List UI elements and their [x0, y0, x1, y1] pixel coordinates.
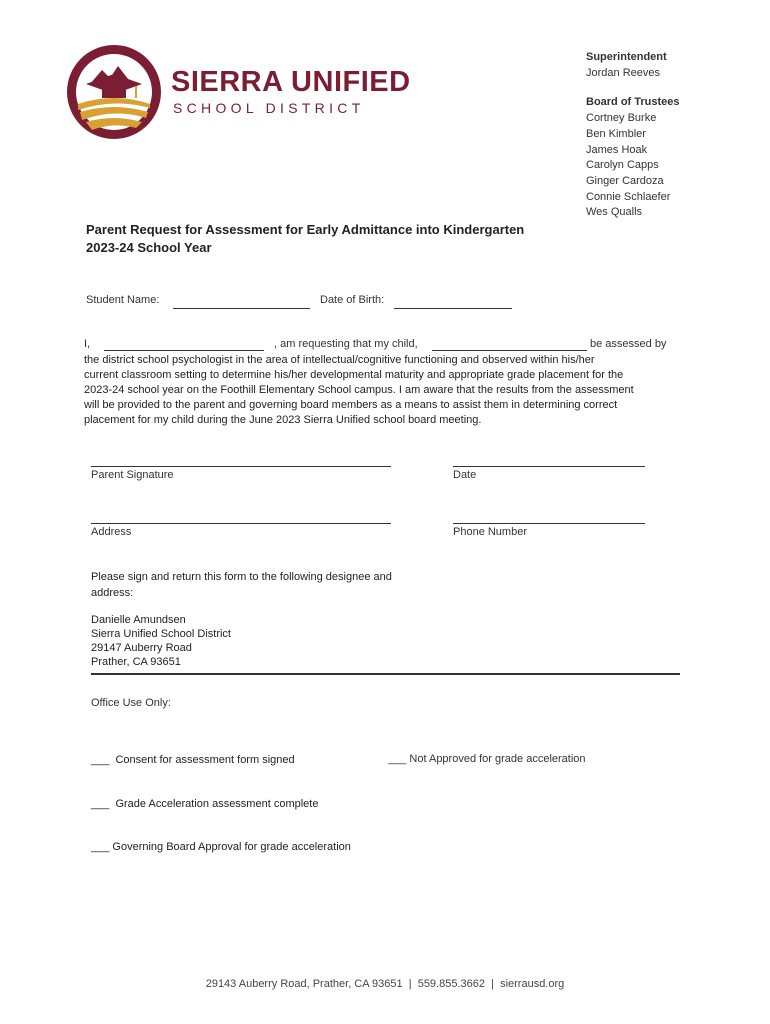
paragraph-line: will be provided to the parent and governing board members as a means to assist them in determining correct: [84, 399, 618, 411]
designee-line: Sierra Unified School District: [91, 628, 231, 640]
para-requesting: , am requesting that my child,: [274, 338, 418, 350]
dob-field[interactable]: [394, 308, 512, 309]
district-logo-emblem: [66, 44, 162, 140]
section-divider: [91, 673, 680, 675]
return-instructions: [91, 569, 392, 601]
paragraph-line: placement for my child during the June 2023 Sierra Unified school board meeting.: [84, 414, 482, 426]
paragraph-line: the district school psychologist in the area of intellectual/cognitive functioning and observed within his/her: [84, 354, 595, 366]
dob-label: Date of Birth:: [320, 294, 385, 306]
trustee-name: Ginger Cardoza: [586, 174, 664, 187]
trustee-name: Carolyn Capps: [586, 159, 659, 172]
district-name: SIERRA UNIFIED: [171, 66, 411, 98]
office-use-heading: Office Use Only:: [91, 697, 171, 709]
para-i: I,: [84, 338, 91, 350]
superintendent-name: Jordan Reeves: [586, 66, 660, 79]
date-field[interactable]: [453, 466, 645, 467]
para-assessed: be assessed by: [590, 338, 667, 350]
office-item: ___ Consent for assessment form signed: [91, 754, 295, 766]
trustee-name: James Hoak: [586, 143, 648, 156]
trustee-name: Cortney Burke: [586, 112, 657, 125]
superintendent-heading: Superintendent: [586, 51, 667, 63]
district-subtitle: SCHOOL DISTRICT: [173, 100, 365, 116]
address-label: Address: [91, 526, 132, 538]
board-panel: [586, 50, 756, 221]
return-line: Please sign and return this form to the following designee and: [91, 571, 392, 583]
child-name-field[interactable]: [432, 350, 587, 351]
student-name-label: Student Name:: [86, 294, 160, 306]
designee-line: 29147 Auberry Road: [91, 642, 192, 654]
trustee-name: Connie Schlaefer: [586, 190, 671, 203]
date-label: Date: [453, 469, 477, 481]
designee-line: Danielle Amundsen: [91, 614, 186, 626]
designee-line: Prather, CA 93651: [91, 656, 181, 668]
footer-contact: 29143 Auberry Road, Prather, CA 93651 | 559.855.3662 | sierrausd.org: [205, 978, 565, 990]
office-not-approved: ___ Not Approved for grade acceleration: [388, 753, 586, 765]
form-title-line1: Parent Request for Assessment for Early Admittance into Kindergarten: [86, 222, 525, 237]
trustees-heading: Board of Trustees: [586, 96, 680, 109]
address-field[interactable]: [91, 523, 391, 524]
parent-signature-label: Parent Signature: [91, 469, 174, 481]
student-name-field[interactable]: [173, 308, 310, 309]
form-title: [86, 221, 524, 257]
return-line: address:: [91, 587, 134, 599]
paragraph-line: current classroom setting to determine his/her developmental maturity and appropriate grade placement for the: [84, 369, 624, 381]
paragraph-line: 2023-24 school year on the Foothill Elementary School campus. I am aware that the results from the assessment: [84, 384, 634, 396]
parent-name-field[interactable]: [104, 350, 264, 351]
designee-address: [91, 613, 231, 669]
office-item: ___ Grade Acceleration assessment complete: [91, 797, 319, 810]
form-title-line2: 2023-24 School Year: [86, 240, 212, 255]
parent-signature-field[interactable]: [91, 466, 391, 467]
phone-field[interactable]: [453, 523, 645, 524]
request-paragraph: [84, 353, 684, 428]
trustee-name: Wes Qualls: [586, 206, 643, 219]
office-checklist: [91, 724, 351, 869]
phone-label: Phone Number: [453, 526, 527, 538]
office-item: ___ Governing Board Approval for grade acceleration: [91, 841, 351, 853]
trustee-name: Ben Kimbler: [586, 127, 646, 140]
